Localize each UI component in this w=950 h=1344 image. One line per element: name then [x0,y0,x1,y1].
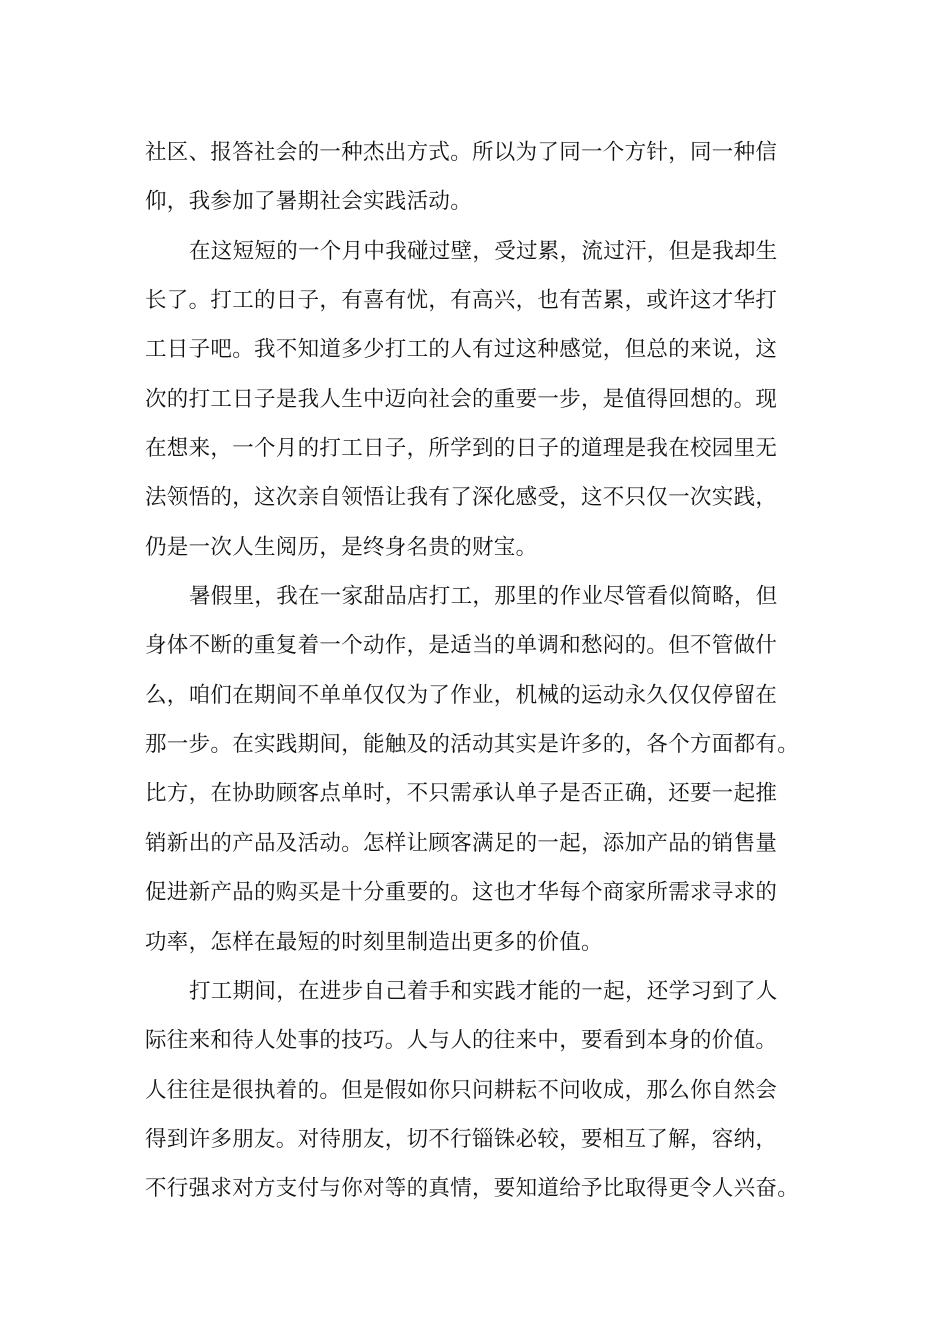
text-line: 仍是一次人生阅历，是终身名贵的财宝。 [145,534,538,560]
paragraph-first-line: 在这短短的一个月中我碰过壁，受过累，流过汗，但是我却生 [189,238,778,264]
text-line: 得到许多朋友。对待朋友，切不行锱铢必较，要相互了解，容纳， [145,1126,778,1152]
text-line: 长了。打工的日子，有喜有忧，有高兴，也有苦累，或许这才华打 [145,288,778,314]
text-line: 际往来和待人处事的技巧。人与人的往来中，要看到本身的价值。 [145,1028,778,1054]
text-line: 社区、报答社会的一种杰出方式。所以为了同一个方针，同一种信 [145,140,778,165]
text-line: 促进新产品的购买是十分重要的。这也才华每个商家所需求寻求的 [145,880,778,906]
text-line: 身体不断的重复着一个动作，是适当的单调和愁闷的。但不管做什 [145,633,778,659]
text-line: 在想来，一个月的打工日子，所学到的日子的道理是我在校园里无 [145,436,778,462]
text-line: 那一步。在实践期间，能触及的活动其实是许多的，各个方面都有。 [145,732,800,758]
text-line: 人往往是很执着的。但是假如你只问耕耘不问收成，那么你自然会 [145,1077,778,1103]
text-line: 功率，怎样在最短的时刻里制造出更多的价值。 [145,929,603,955]
text-line: 仰，我参加了暑期社会实践活动。 [145,189,473,215]
paragraph-first-line: 打工期间，在进步自己着手和实践才能的一起，还学习到了人 [189,978,778,1004]
document-body [145,128,825,1214]
text-line: 销新出的产品及活动。怎样让顾客满足的一起，添加产品的销售量 [145,830,778,856]
paragraph-first-line: 暑假里，我在一家甜品店打工，那里的作业尽管看似简略，但 [189,584,778,610]
text-line: 工日子吧。我不知道多少打工的人有过这种感觉，但总的来说，这 [145,337,778,363]
text-line: 不行强求对方支付与你对等的真情，要知道给予比取得更令人兴奋。 [145,1176,800,1202]
text-line: 比方，在协助顾客点单时，不只需承认单子是否正确，还要一起推 [145,781,778,807]
text-line: 次的打工日子是我人生中迈向社会的重要一步，是值得回想的。现 [145,386,778,412]
text-line: 么，咱们在期间不单单仅仅为了作业，机械的运动永久仅仅停留在 [145,682,778,708]
text-line: 法领悟的，这次亲自领悟让我有了深化感受，这不只仅一次实践， [145,485,778,511]
